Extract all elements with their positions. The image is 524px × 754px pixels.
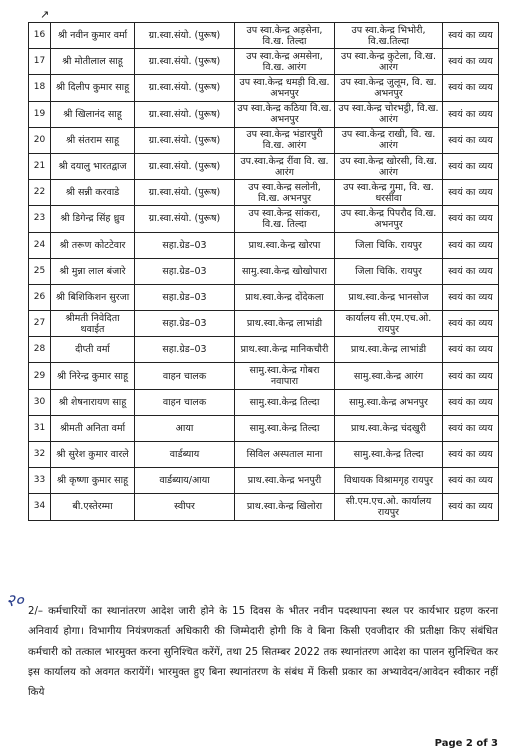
- table-row: [29, 442, 499, 468]
- remark-cell: स्वयं का व्यय: [443, 180, 499, 206]
- remark-cell: स्वयं का व्यय: [443, 468, 499, 494]
- new-posting-cell: विधायक विश्रामगृह रायपुर: [335, 468, 443, 494]
- designation-cell: वाहन चालक: [135, 389, 235, 415]
- employee-name-cell: श्री शेषनारायण साहू: [51, 389, 135, 415]
- table-row: [29, 284, 499, 310]
- designation-cell: वाहन चालक: [135, 363, 235, 389]
- current-posting-cell: उप स्वा.केन्द्र अड़सेना, वि.ख. तिल्दा: [235, 23, 335, 49]
- current-posting-cell: प्राथ.स्वा.केन्द्र दोंदेकला: [235, 284, 335, 310]
- current-posting-cell: उप स्वा.केन्द्र अमसेना, वि.ख. आरंग: [235, 49, 335, 75]
- employee-name-cell: श्री सन्नी करवाडे: [51, 180, 135, 206]
- current-posting-cell: उप स्वा.केन्द्र भंडारपुरी वि.ख. आरंग: [235, 127, 335, 153]
- instruction-paragraph: [28, 602, 498, 703]
- page-number: Page 2 of 3: [434, 738, 498, 749]
- new-posting-cell: उप स्वा.केन्द्र कुटेला, वि.ख. आरंग: [335, 49, 443, 75]
- designation-cell: ग्रा.स्वा.संयो. (पुरूष): [135, 180, 235, 206]
- remark-cell: स्वयं का व्यय: [443, 49, 499, 75]
- designation-cell: ग्रा.स्वा.संयो. (पुरूष): [135, 101, 235, 127]
- remark-cell: स्वयं का व्यय: [443, 442, 499, 468]
- serial-number-cell: 21: [29, 153, 51, 179]
- serial-number-cell: 34: [29, 494, 51, 520]
- designation-cell: ग्रा.स्वा.संयो. (पुरूष): [135, 153, 235, 179]
- new-posting-cell: उप स्वा.केन्द्र खोरसी, वि.ख. आरंग: [335, 153, 443, 179]
- table-row: [29, 311, 499, 337]
- current-posting-cell: उप स्वा.केन्द्र कठिया वि.ख. अभनपुर: [235, 101, 335, 127]
- designation-cell: वार्डब्याय/आया: [135, 468, 235, 494]
- serial-number-cell: 23: [29, 206, 51, 232]
- new-posting-cell: जिला चिकि. रायपुर: [335, 232, 443, 258]
- remark-cell: स्वयं का व्यय: [443, 337, 499, 363]
- table-row: [29, 337, 499, 363]
- remark-cell: स्वयं का व्यय: [443, 311, 499, 337]
- designation-cell: सहा.ग्रेड–03: [135, 311, 235, 337]
- new-posting-cell: सामु.स्वा.केन्द्र अभनपुर: [335, 389, 443, 415]
- table-row: [29, 415, 499, 441]
- serial-number-cell: 30: [29, 389, 51, 415]
- table-row: [29, 258, 499, 284]
- current-posting-cell: सामु.स्वा.केन्द्र तिल्दा: [235, 389, 335, 415]
- new-posting-cell: जिला चिकि. रायपुर: [335, 258, 443, 284]
- employee-name-cell: श्री डिगेन्द्र सिंह ध्रुव: [51, 206, 135, 232]
- current-posting-cell: प्राथ.स्वा.केन्द्र मानिकचौरी: [235, 337, 335, 363]
- remark-cell: स्वयं का व्यय: [443, 363, 499, 389]
- serial-number-cell: 16: [29, 23, 51, 49]
- table-row: [29, 101, 499, 127]
- employee-name-cell: श्री सुरेश कुमार वारले: [51, 442, 135, 468]
- remark-cell: स्वयं का व्यय: [443, 153, 499, 179]
- serial-number-cell: 19: [29, 101, 51, 127]
- designation-cell: सहा.ग्रेड–03: [135, 337, 235, 363]
- employee-name-cell: श्रीमती अनिता वर्मा: [51, 415, 135, 441]
- table-row: [29, 49, 499, 75]
- employee-name-cell: श्रीमती निवेदिता थवाईत: [51, 311, 135, 337]
- new-posting-cell: प्राथ.स्वा.केन्द्र चंदखुरी: [335, 415, 443, 441]
- table-row: [29, 468, 499, 494]
- designation-cell: ग्रा.स्वा.संयो. (पुरूष): [135, 49, 235, 75]
- table-row: [29, 23, 499, 49]
- remark-cell: स्वयं का व्यय: [443, 415, 499, 441]
- transfer-table: [28, 22, 499, 521]
- designation-cell: सहा.ग्रेड–03: [135, 284, 235, 310]
- current-posting-cell: सामु.स्वा.केन्द्र तिल्दा: [235, 415, 335, 441]
- designation-cell: ग्रा.स्वा.संयो. (पुरूष): [135, 75, 235, 101]
- new-posting-cell: उप स्वा.केन्द्र राखी, वि. ख. आरंग: [335, 127, 443, 153]
- table-row: [29, 180, 499, 206]
- top-tick-mark: ↗: [40, 8, 50, 21]
- table-row: [29, 206, 499, 232]
- table-row: [29, 389, 499, 415]
- serial-number-cell: 25: [29, 258, 51, 284]
- current-posting-cell: सामु.स्वा.केन्द्र खोखोपारा: [235, 258, 335, 284]
- remark-cell: स्वयं का व्यय: [443, 127, 499, 153]
- remark-cell: स्वयं का व्यय: [443, 206, 499, 232]
- new-posting-cell: सामु.स्वा.केन्द्र आरंग: [335, 363, 443, 389]
- serial-number-cell: 32: [29, 442, 51, 468]
- designation-cell: ग्रा.स्वा.संयो. (पुरूष): [135, 206, 235, 232]
- current-posting-cell: प्राथ.स्वा.केन्द्र लाभांडी: [235, 311, 335, 337]
- employee-name-cell: श्री बिशिकिशन सुरजा: [51, 284, 135, 310]
- table-row: [29, 363, 499, 389]
- table-row: [29, 153, 499, 179]
- serial-number-cell: 20: [29, 127, 51, 153]
- current-posting-cell: प्राथ.स्वा.केन्द्र खोरपा: [235, 232, 335, 258]
- employee-name-cell: श्री दिलीप कुमार साहू: [51, 75, 135, 101]
- serial-number-cell: 29: [29, 363, 51, 389]
- remark-cell: स्वयं का व्यय: [443, 494, 499, 520]
- current-posting-cell: उप स्वा.केन्द्र सलोनी, वि.ख. अभनपुर: [235, 180, 335, 206]
- current-posting-cell: उप.स्वा.केन्द्र रींवा वि. ख. आरंग: [235, 153, 335, 179]
- designation-cell: वार्डब्याय: [135, 442, 235, 468]
- current-posting-cell: प्राथ.स्वा.केन्द्र खिलोरा: [235, 494, 335, 520]
- remark-cell: स्वयं का व्यय: [443, 101, 499, 127]
- transfer-table-body: [29, 23, 499, 521]
- employee-name-cell: बी.एस्तेरम्मा: [51, 494, 135, 520]
- table-row: [29, 232, 499, 258]
- designation-cell: ग्रा.स्वा.संयो. (पुरूष): [135, 23, 235, 49]
- employee-name-cell: श्री दयालु भारतद्वाज: [51, 153, 135, 179]
- employee-name-cell: दीप्ती वर्मा: [51, 337, 135, 363]
- instruction-text: 2/– कर्मचारियों का स्थानांतरण आदेश जारी होने के 15 दिवस के भीतर नवीन पदस्थापना स्थल पर कार्यभार ग्रहण करना अनिवार्य होगा। विभागीय नियंत्रणकर्ता अधिकारी की जिम्मेदारी होगी कि वे बिना किसी एवजीदार की प्रतीक्षा किए संबंधित कर्मचारी को तत्काल भारमुक्त करना सुनिश्चित करेंगें, तथा 25 सितम्बर 2022 तक स्थानांतरण आदेश का पालन सुनिश्चित कर इस कार्यालय को अवगत करायेंगें। भारमुक्त हुए बिना स्थानांतरण के संबंध में किसी प्रकार का अभ्यावेदन/आवेदन स्वीकार नहीं किये: [28, 606, 498, 699]
- designation-cell: सहा.ग्रेड–03: [135, 258, 235, 284]
- new-posting-cell: सी.एम.एच.ओ. कार्यालय रायपुर: [335, 494, 443, 520]
- current-posting-cell: उप स्वा.केन्द्र सांकरा, वि.ख. तिल्दा: [235, 206, 335, 232]
- serial-number-cell: 18: [29, 75, 51, 101]
- current-posting-cell: सिविल अस्पताल माना: [235, 442, 335, 468]
- remark-cell: स्वयं का व्यय: [443, 23, 499, 49]
- new-posting-cell: कार्यालय सी.एम.एच.ओ. रायपुर: [335, 311, 443, 337]
- employee-name-cell: श्री मोतीलाल साहू: [51, 49, 135, 75]
- employee-name-cell: श्री कृष्णा कुमार साहू: [51, 468, 135, 494]
- remark-cell: स्वयं का व्यय: [443, 232, 499, 258]
- remark-cell: स्वयं का व्यय: [443, 389, 499, 415]
- signature-mark: २०: [6, 591, 24, 611]
- serial-number-cell: 24: [29, 232, 51, 258]
- employee-name-cell: श्री खिलानंद साहू: [51, 101, 135, 127]
- new-posting-cell: सामु.स्वा.केन्द्र तिल्दा: [335, 442, 443, 468]
- new-posting-cell: उप स्वा.केन्द्र भिभोरी, वि.ख.तिल्दा: [335, 23, 443, 49]
- designation-cell: सहा.ग्रेड–03: [135, 232, 235, 258]
- employee-name-cell: श्री संतराम साहू: [51, 127, 135, 153]
- serial-number-cell: 22: [29, 180, 51, 206]
- employee-name-cell: श्री तरूण कोटटेवार: [51, 232, 135, 258]
- table-row: [29, 494, 499, 520]
- new-posting-cell: उप स्वा.केन्द्र पिपरौद वि.ख. अभनपुर: [335, 206, 443, 232]
- employee-name-cell: श्री निरेन्द्र कुमार साहू: [51, 363, 135, 389]
- current-posting-cell: उप स्वा.केन्द्र धमड़ी वि.ख. अभनपुर: [235, 75, 335, 101]
- new-posting-cell: उप स्वा.केन्द्र गुमा, वि. ख. धरसींवा: [335, 180, 443, 206]
- new-posting-cell: प्राथ.स्वा.केन्द्र लाभांडी: [335, 337, 443, 363]
- serial-number-cell: 31: [29, 415, 51, 441]
- current-posting-cell: प्राथ.स्वा.केन्द्र भनपुरी: [235, 468, 335, 494]
- designation-cell: ग्रा.स्वा.संयो. (पुरूष): [135, 127, 235, 153]
- employee-name-cell: श्री नवीन कुमार वर्मा: [51, 23, 135, 49]
- serial-number-cell: 17: [29, 49, 51, 75]
- serial-number-cell: 26: [29, 284, 51, 310]
- serial-number-cell: 27: [29, 311, 51, 337]
- new-posting-cell: प्राथ.स्वा.केन्द्र भानसोज: [335, 284, 443, 310]
- new-posting-cell: उप स्वा.केन्द्र जुलूम, वि. ख. अभनपुर: [335, 75, 443, 101]
- remark-cell: स्वयं का व्यय: [443, 75, 499, 101]
- remark-cell: स्वयं का व्यय: [443, 284, 499, 310]
- designation-cell: आया: [135, 415, 235, 441]
- remark-cell: स्वयं का व्यय: [443, 258, 499, 284]
- employee-name-cell: श्री मुन्ना लाल बंजारे: [51, 258, 135, 284]
- current-posting-cell: सामु.स्वा.केन्द्र गोबरा नवापारा: [235, 363, 335, 389]
- new-posting-cell: उप स्वा.केन्द्र चोरभट्ठी, वि.ख. आरंग: [335, 101, 443, 127]
- table-row: [29, 75, 499, 101]
- table-row: [29, 127, 499, 153]
- serial-number-cell: 33: [29, 468, 51, 494]
- serial-number-cell: 28: [29, 337, 51, 363]
- designation-cell: स्वीपर: [135, 494, 235, 520]
